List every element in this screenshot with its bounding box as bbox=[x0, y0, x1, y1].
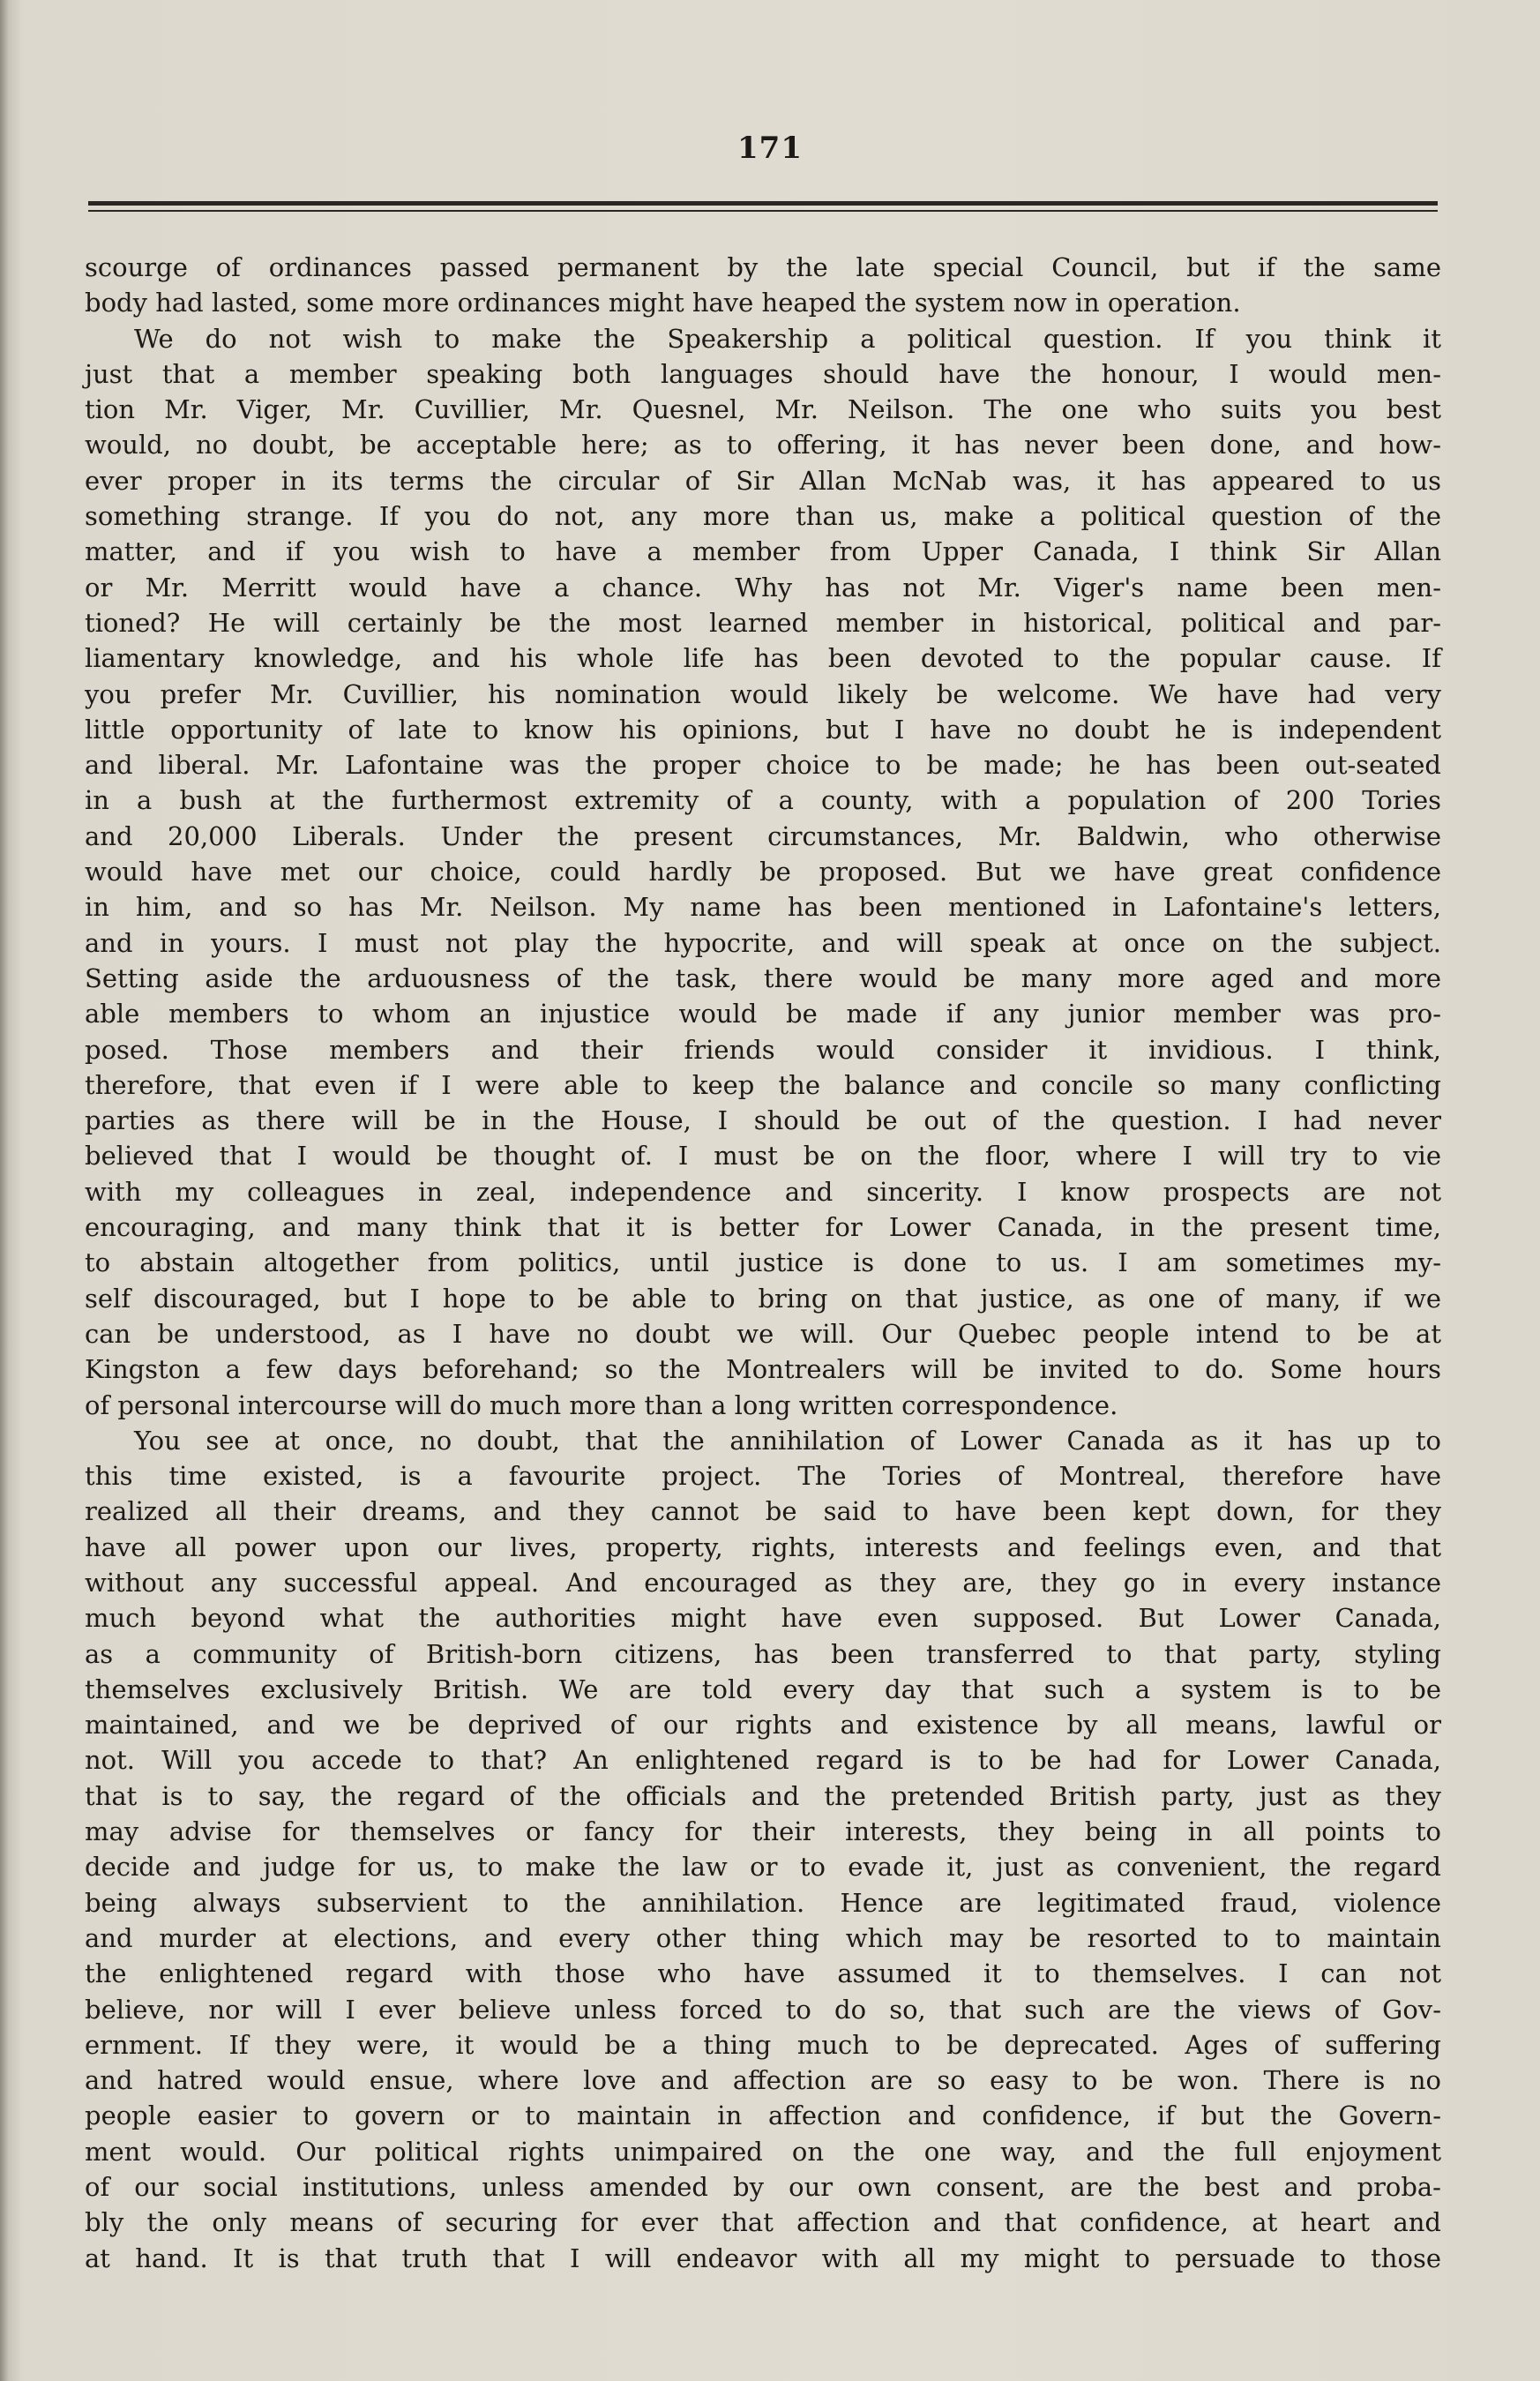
text-line: in a bush at the furthermost extremity of a county, with a population of 200 Tories bbox=[85, 785, 1441, 816]
text-line: may advise for themselves or fancy for their interests, they being in all points to bbox=[85, 1816, 1441, 1847]
text-line: Kingston a few days beforehand; so the Montrealers will be invited to do. Some hours bbox=[85, 1354, 1441, 1385]
text-line: liamentary knowledge, and his whole life has been devoted to the popular cause. If bbox=[85, 643, 1441, 674]
text-line: ment would. Our political rights unimpaired on the one way, and the full enjoyment bbox=[85, 2136, 1441, 2167]
text-line: being always subservient to the annihilation. Hence are legitimated fraud, violence bbox=[85, 1887, 1441, 1918]
header-rule bbox=[88, 201, 1438, 206]
text-line: of our social institutions, unless amended by our own consent, are the best and proba- bbox=[85, 2172, 1441, 2203]
text-line: scourge of ordinances passed permanent by the late special Council, but if the same bbox=[85, 252, 1441, 282]
text-line: and in yours. I must not play the hypocrite, and will speak at once on the subject. bbox=[85, 927, 1441, 958]
text-line: tion Mr. Viger, Mr. Cuvillier, Mr. Quesnel, Mr. Neilson. The one who suits you best bbox=[85, 394, 1441, 425]
text-line: realized all their dreams, and they cannot be said to have been kept down, for they bbox=[85, 1496, 1441, 1527]
text-line: not. Will you accede to that? An enlightened regard is to be had for Lower Canada, bbox=[85, 1745, 1441, 1776]
text-line: therefore, that even if I were able to keep the balance and concile so many conflicting bbox=[85, 1069, 1441, 1100]
text-line: would, no doubt, be acceptable here; as to offering, it has never been done, and how- bbox=[85, 430, 1441, 460]
text-line: without any successful appeal. And encouraged as they are, they go in every instance bbox=[85, 1567, 1441, 1598]
text-line: little opportunity of late to know his opinions, but I have no doubt he is independent bbox=[85, 714, 1441, 745]
text-line: maintained, and we be deprived of our rights and existence by all means, lawful or bbox=[85, 1710, 1441, 1741]
header-rule-thin bbox=[88, 210, 1438, 212]
text-line: can be understood, as I have no doubt we will. Our Quebec people intend to be at bbox=[85, 1318, 1441, 1349]
text-line: You see at once, no doubt, that the annihilation of Lower Canada as it has up to bbox=[134, 1425, 1441, 1456]
text-line: in him, and so has Mr. Neilson. My name has been mentioned in Lafontaine's letters, bbox=[85, 892, 1441, 923]
text-line: decide and judge for us, to make the law or to evade it, just as convenient, the regard bbox=[85, 1852, 1441, 1883]
text-line: believed that I would be thought of. I must be on the floor, where I will try to vie bbox=[85, 1141, 1441, 1172]
text-line: posed. Those members and their friends would consider it invidious. I think, bbox=[85, 1034, 1441, 1065]
text-line: encouraging, and many think that it is better for Lower Canada, in the present time, bbox=[85, 1212, 1441, 1243]
text-line: able members to whom an injustice would be made if any junior member was pro- bbox=[85, 999, 1441, 1030]
text-line: ever proper in its terms the circular of Sir Allan McNab was, it has appeared to us bbox=[85, 465, 1441, 496]
text-line: to abstain altogether from politics, until justice is done to us. I am sometimes my- bbox=[85, 1247, 1441, 1278]
text-line: the enlightened regard with those who have assumed it to themselves. I can not bbox=[85, 1958, 1441, 1989]
text-line: parties as there will be in the House, I should be out of the question. I had never bbox=[85, 1105, 1441, 1136]
text-line: as a community of British-born citizens, has been transferred to that party, styling bbox=[85, 1638, 1441, 1669]
text-line: self discouraged, but I hope to be able to bring on that justice, as one of many, if we bbox=[85, 1283, 1441, 1314]
text-line: much beyond what the authorities might have even supposed. But Lower Canada, bbox=[85, 1603, 1441, 1634]
text-line: body had lasted, some more ordinances might have heaped the system now in operation. bbox=[85, 288, 1241, 318]
text-line: bly the only means of securing for ever that affection and that confidence, at heart and bbox=[85, 2207, 1441, 2238]
text-line: Setting aside the arduousness of the task, there would be many more aged and more bbox=[85, 962, 1441, 993]
text-line: ernment. If they were, it would be a thing much to be deprecated. Ages of suffering bbox=[85, 2029, 1441, 2060]
text-line: have all power upon our lives, property, rights, interests and feelings even, and that bbox=[85, 1531, 1441, 1562]
text-line: tioned? He will certainly be the most learned member in historical, political and par- bbox=[85, 607, 1441, 638]
text-line: and murder at elections, and every other thing which may be resorted to to maintain bbox=[85, 1922, 1441, 1953]
text-line: something strange. If you do not, any more than us, make a political question of the bbox=[85, 501, 1441, 532]
text-line: We do not wish to make the Speakership a political question. If you think it bbox=[134, 323, 1441, 354]
text-line: at hand. It is that truth that I will endeavor with all my might to persuade to those bbox=[85, 2242, 1441, 2273]
text-line: and 20,000 Liberals. Under the present circumstances, Mr. Baldwin, who otherwise bbox=[85, 820, 1441, 851]
text-line: of personal intercourse will do much more than a long written correspondence. bbox=[85, 1389, 1118, 1420]
text-line: this time existed, is a favourite project. The Tories of Montreal, therefore have bbox=[85, 1461, 1441, 1492]
text-line: matter, and if you wish to have a member from Upper Canada, I think Sir Allan bbox=[85, 536, 1441, 567]
text-line: believe, nor will I ever believe unless forced to do so, that such are the views of Gov- bbox=[85, 1994, 1441, 2025]
body-text bbox=[85, 250, 1441, 2276]
text-line: with my colleagues in zeal, independence and sincerity. I know prospects are not bbox=[85, 1176, 1441, 1207]
page-number: 171 bbox=[737, 131, 803, 166]
text-line: that is to say, the regard of the officials and the pretended British party, just as they bbox=[85, 1780, 1441, 1811]
text-line: and liberal. Mr. Lafontaine was the proper choice to be made; he has been out-seated bbox=[85, 750, 1441, 781]
text-line: just that a member speaking both languages should have the honour, I would men- bbox=[85, 358, 1441, 389]
text-line: people easier to govern or to maintain in affection and confidence, if but the Govern- bbox=[85, 2100, 1441, 2131]
text-line: you prefer Mr. Cuvillier, his nomination would likely be welcome. We have had very bbox=[85, 678, 1441, 709]
text-line: themselves exclusively British. We are told every day that such a system is to be bbox=[85, 1673, 1441, 1704]
text-line: and hatred would ensue, where love and affection are so easy to be won. There is no bbox=[85, 2065, 1441, 2096]
text-line: would have met our choice, could hardly be proposed. But we have great confidence bbox=[85, 857, 1441, 887]
text-line: or Mr. Merritt would have a chance. Why has not Mr. Viger's name been men- bbox=[85, 572, 1441, 603]
